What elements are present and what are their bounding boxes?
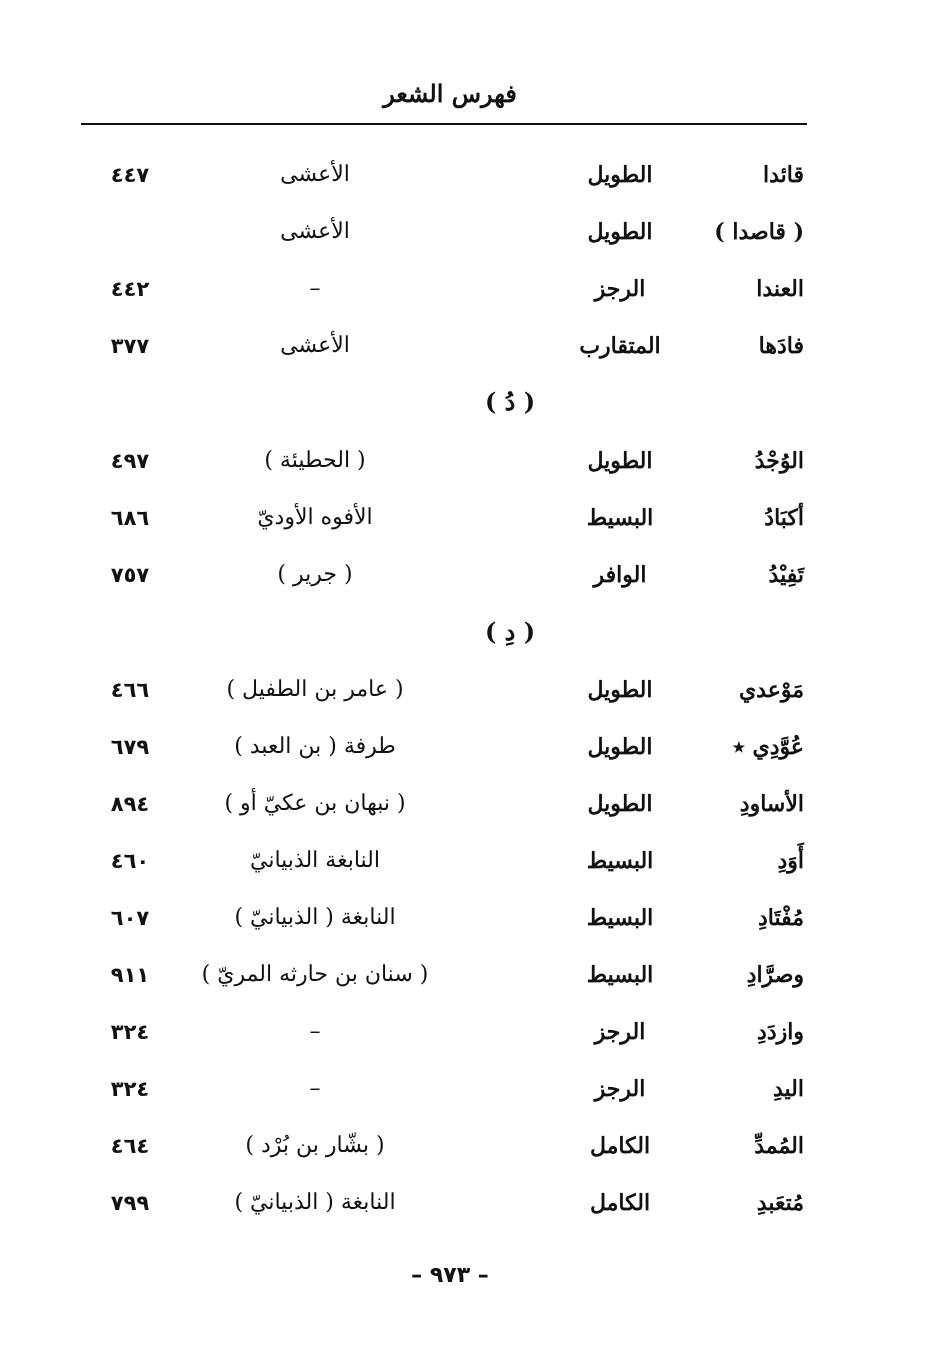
index-row [0,555,932,595]
page-ref: ٩١١ [110,963,150,987]
page-ref: ٤٦٦ [110,678,150,702]
index-row [0,1126,932,1166]
meter-name: الرجز [594,276,646,302]
page-ref [80,212,180,252]
index-row [0,1183,932,1223]
rhyme-word: أَوَدِ [777,848,804,874]
poet-name: – [309,1076,321,1101]
poet-name: ( بشّار بن بُرْد ) [245,1133,385,1158]
page-number: – ٩٧٣ – [411,1263,489,1288]
poet-name: الأفوه الأوديّ [257,505,373,530]
rhyme-word: وصرَّادِ [746,962,804,988]
poet-name: طرفة ( بن العبد ) [234,734,396,759]
rhyme-word: ( قاصدا ) [714,219,804,245]
poet-name: ( نبهان بن عكيّ أو ) [224,791,406,816]
poet-name: – [309,276,321,301]
rhyme-word: المُمدِّ [754,1133,804,1159]
poet-name: الأعشى [280,219,350,244]
meter-name: الوافر [593,562,647,588]
rhyme-word: فادَها [758,333,804,359]
page-ref: ٤٩٧ [110,449,150,473]
index-row [0,1069,932,1109]
meter-name: البسيط [586,505,654,531]
page-ref: ٦٠٧ [110,906,150,930]
page-ref: ٧٥٧ [110,563,150,587]
meter-name: الطويل [587,734,653,760]
page-ref: ٣٢٤ [110,1020,150,1044]
poet-name: الأعشى [280,162,350,187]
index-row [0,784,932,824]
page-ref: ٧٩٩ [110,1191,150,1215]
rhyme-word: الوُجْدُ [754,448,804,474]
rhyme-word: الأساودِ [739,791,804,817]
page-ref: ٤٤٧ [110,163,150,187]
poet-name: ( عامر بن الطفيل ) [226,677,404,702]
meter-name: الطويل [587,677,653,703]
page-ref: ٦٧٩ [110,735,150,759]
index-row [0,670,932,710]
page-header-title: فهرس الشعر [383,79,517,108]
index-row [0,727,932,767]
index-row [0,155,932,195]
poet-name: النابغة ( الذبيانيّ ) [234,1190,396,1215]
poet-name: النابغة ( الذبيانيّ ) [234,905,396,930]
meter-name: الطويل [587,791,653,817]
meter-name: البسيط [586,962,654,988]
rhyme-word: اليدِ [772,1076,804,1102]
index-row [0,326,932,366]
index-row [0,955,932,995]
section-heading: ( دُ ) [484,387,536,416]
poet-name: ( الحطيئة ) [264,448,366,473]
meter-name: المتقارب [579,333,661,359]
rhyme-word: عُوَّدِي ٭ [732,734,804,760]
meter-name: الكامل [589,1133,651,1159]
index-row [0,269,932,309]
meter-name: البسيط [586,848,654,874]
page-ref: ٤٦٠ [110,849,150,873]
index-row [0,212,932,252]
index-row [0,841,932,881]
index-row [0,441,932,481]
poet-name: ( سنان بن حارثه المريّ ) [201,962,429,987]
page-ref: ٤٦٤ [110,1134,150,1158]
section-heading: ( دِ ) [484,617,536,646]
rhyme-word: العندا [756,276,804,302]
page-ref: ٤٤٢ [110,277,150,301]
meter-name: الرجز [594,1076,646,1102]
page-ref: ٣٢٤ [110,1077,150,1101]
meter-name: الطويل [587,162,653,188]
rhyme-word: أكبَادُ [764,505,804,531]
poet-name: ( جرير ) [277,562,353,587]
rhyme-word: مَوْعدي [738,677,804,703]
meter-name: الرجز [594,1019,646,1045]
index-row [0,1012,932,1052]
poet-name: – [309,1019,321,1044]
meter-name: البسيط [586,905,654,931]
page-ref: ٨٩٤ [110,792,150,816]
rhyme-word: قائدا [762,162,804,188]
meter-name: الطويل [587,219,653,245]
meter-name: الطويل [587,448,653,474]
header-rule [81,123,807,125]
index-row [0,498,932,538]
meter-name: الكامل [589,1190,651,1216]
rhyme-word: وازدَدِ [757,1019,804,1045]
rhyme-word: مُفْتَادِ [757,905,804,931]
rhyme-word: مُتعَبدِ [756,1190,804,1216]
poet-name: الأعشى [280,333,350,358]
poet-name: النابغة الذبيانيّ [250,848,380,873]
page-ref: ٣٧٧ [110,334,150,358]
rhyme-word: تَفِيْدُ [768,562,804,588]
index-row [0,898,932,938]
page-ref: ٦٨٦ [110,506,150,530]
